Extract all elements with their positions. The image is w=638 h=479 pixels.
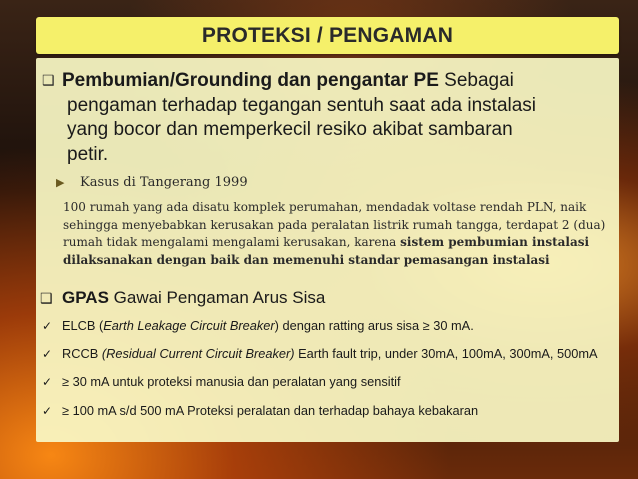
- item-suffix: Earth fault trip, under 30mA, 100mA, 300mA, 500mA: [294, 346, 598, 361]
- check-list: [40, 317, 616, 430]
- list-item: [40, 345, 616, 363]
- title-bar: [36, 17, 619, 54]
- item-text: ≥ 30 mA untuk proteksi manusia dan peralatan yang sensitif: [62, 374, 401, 389]
- case-heading-text: Kasus di Tangerang 1999: [80, 175, 248, 190]
- check-icon: ✓: [42, 375, 53, 389]
- case-text-bold: sistem pembumian instalasi dilaksanakan dengan baik dan memenuhi standar pemasangan instalasi: [63, 235, 590, 267]
- item-italic: Earth Leakage Circuit Breaker: [103, 318, 275, 333]
- list-item: [40, 402, 616, 420]
- check-icon: ✓: [42, 347, 53, 361]
- case-heading: [56, 175, 248, 190]
- arrow-bullet-icon: ▶: [56, 176, 65, 189]
- slide-title: PROTEKSI / PENGAMAN: [201, 23, 454, 47]
- main-point-line3: yang bocor dan memperkecil resiko akibat sambaran: [67, 119, 513, 140]
- list-item: [40, 373, 616, 391]
- content-box: [36, 58, 619, 442]
- gpas-rest: Gawai Pengaman Arus Sisa: [108, 288, 326, 307]
- gpas-heading: [40, 288, 325, 308]
- list-item: [40, 317, 616, 335]
- main-point-line2: pengaman terhadap tegangan sentuh saat ada instalasi: [67, 94, 537, 116]
- check-icon: ✓: [42, 319, 53, 333]
- item-text: ≥ 100 mA s/d 500 mA Proteksi peralatan dan terhadap bahaya kebakaran: [62, 403, 479, 418]
- main-point: [42, 68, 612, 167]
- main-point-line1: Sebagai: [438, 70, 514, 91]
- item-italic: (Residual Current Circuit Breaker): [101, 346, 295, 361]
- item-prefix: ELCB (: [62, 318, 104, 333]
- item-prefix: RCCB: [62, 346, 102, 361]
- gpas-bold: GPAS: [62, 288, 109, 307]
- main-point-line4: petir.: [67, 143, 109, 165]
- square-bullet-icon: ❑: [40, 290, 53, 306]
- main-point-bold: Pembumian/Grounding dan pengantar PE: [62, 70, 439, 91]
- square-bullet-icon: ❑: [42, 72, 55, 88]
- case-paragraph: [63, 199, 608, 269]
- check-icon: ✓: [42, 404, 53, 418]
- case-text: 100 rumah yang ada disatu komplek perumahan, mendadak voltase rendah PLN, naik sehingga menyebabkan kerusakan pada peralatan listrik rumah tangga, terdapat 2 (dua) rumah tidak mengalami mengalami kerusakan, karena: [63, 200, 606, 249]
- item-suffix: ) dengan ratting arus sisa ≥ 30 mA.: [274, 318, 474, 333]
